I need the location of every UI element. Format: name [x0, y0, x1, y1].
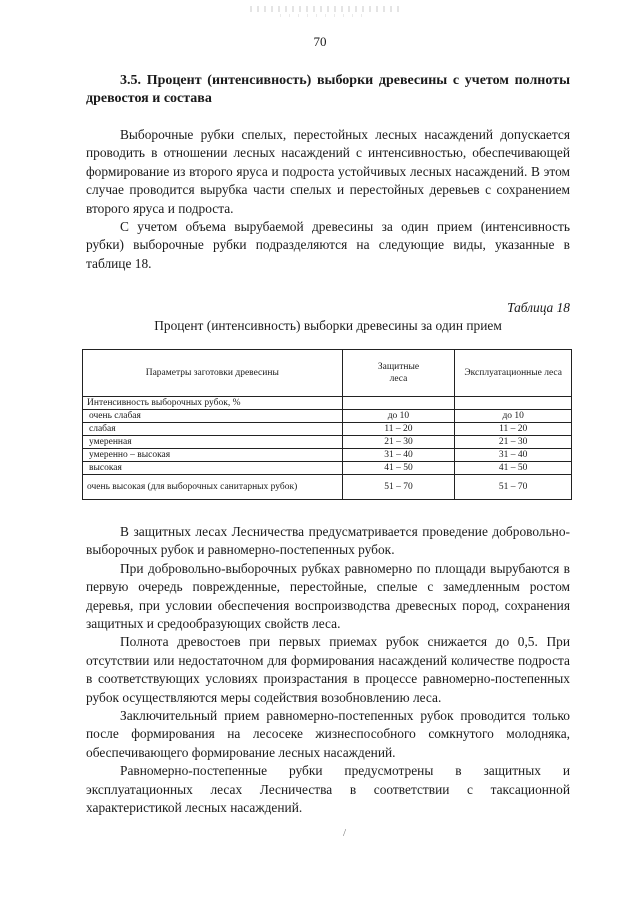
- exploitation-value: 41 – 50: [455, 462, 572, 475]
- scan-noise: [280, 14, 370, 17]
- table-cell: [342, 397, 455, 410]
- table-row: [83, 475, 572, 500]
- page-number: 70: [313, 34, 327, 49]
- header-protective-text: Защитные леса: [377, 362, 420, 384]
- table-row: [83, 449, 572, 462]
- paragraph: Полнота древостоев при первых приемах рубок снижается до 0,5. При отсутствии или недостаточном для формирования насаждений количестве подроста в соответствующих условиях произрастания в процессе равномерно-постепенных рубок осуществляются меры содействия возобновлению леса.: [86, 634, 570, 705]
- protective-value: 31 – 40: [342, 449, 455, 462]
- paragraph: Заключительный прием равномерно-постепенных рубок проводится только после формирования на лесосеке жизнеспособного сомкнутого молодняка, обеспечивающего формирование лесных насаждений.: [86, 708, 570, 760]
- paragraph: С учетом объема вырубаемой древесины за один прием (интенсивность рубки) выборочные рубки подразделяются на следующие виды, указанные в таблице 18.: [86, 219, 570, 271]
- row-label: высокая: [83, 462, 343, 475]
- paragraph: Выборочные рубки спелых, перестойных лесных насаждений допускается проводить в отношении лесных насаждений с интенсивностью, обеспечивающей формирование из второго яруса и подроста устойчивых лесных насаждений. В этом случае проводится вырубка части спелых и перестойных деревьев с сохранением второго яруса и подроста.: [86, 127, 570, 216]
- table-caption: Таблица 18: [507, 300, 570, 315]
- table-row: [83, 462, 572, 475]
- section-title: [86, 72, 570, 108]
- table-cell: [455, 397, 572, 410]
- header-params: Параметры заготовки древесины: [83, 350, 343, 397]
- header-protective: [342, 350, 455, 397]
- paragraph: В защитных лесах Лесничества предусматривается проведение добровольно-выборочных рубок и равномерно-постепенных рубок.: [86, 524, 570, 558]
- table-row: [83, 410, 572, 423]
- table-row: [83, 423, 572, 436]
- protective-value: 41 – 50: [342, 462, 455, 475]
- table-row: [83, 436, 572, 449]
- protective-value: 11 – 20: [342, 423, 455, 436]
- exploitation-value: 51 – 70: [455, 475, 572, 500]
- harvest-intensity-table: [82, 349, 572, 500]
- row-label: умеренно – высокая: [83, 449, 343, 462]
- protective-value: 21 – 30: [342, 436, 455, 449]
- protective-value: до 10: [342, 410, 455, 423]
- section-title-text: 3.5. Процент (интенсивность) выборки древесины с учетом полноты древостоя и состава: [86, 73, 570, 106]
- group-label: Интенсивность выборочных рубок, %: [83, 397, 343, 410]
- protective-value: 51 – 70: [342, 475, 455, 500]
- row-label: очень высокая (для выборочных санитарных рубок): [83, 475, 343, 500]
- exploitation-value: 21 – 30: [455, 436, 572, 449]
- scan-mark: /: [343, 827, 347, 839]
- row-label: умеренная: [83, 436, 343, 449]
- row-label: слабая: [83, 423, 343, 436]
- row-label: очень слабая: [83, 410, 343, 423]
- exploitation-value: 11 – 20: [455, 423, 572, 436]
- exploitation-value: 31 – 40: [455, 449, 572, 462]
- body-text: [86, 523, 570, 818]
- intro-text: [86, 126, 570, 273]
- table-group-row: [83, 397, 572, 410]
- scan-noise: [250, 6, 400, 12]
- paragraph: При добровольно-выборочных рубках равномерно по площади вырубаются в первую очередь поврежденные, перестойные, спелые с замедленным ростом деревья, при условии обеспечения воспроизводства древесных пород, сохранения защитных и средообразующих свойств леса.: [86, 560, 570, 632]
- table-title: Процент (интенсивность) выборки древесины за один прием: [154, 318, 502, 333]
- header-exploitation: [455, 350, 572, 397]
- paragraph: Равномерно-постепенные рубки предусмотрены в защитных и эксплуатационных лесах Лесничества в соответствии с таксационной характеристикой лесных насаждений.: [86, 763, 570, 816]
- header-exploitation-text: Эксплуатационные леса: [464, 368, 562, 378]
- exploitation-value: до 10: [455, 410, 572, 423]
- table-header-row: [83, 350, 572, 397]
